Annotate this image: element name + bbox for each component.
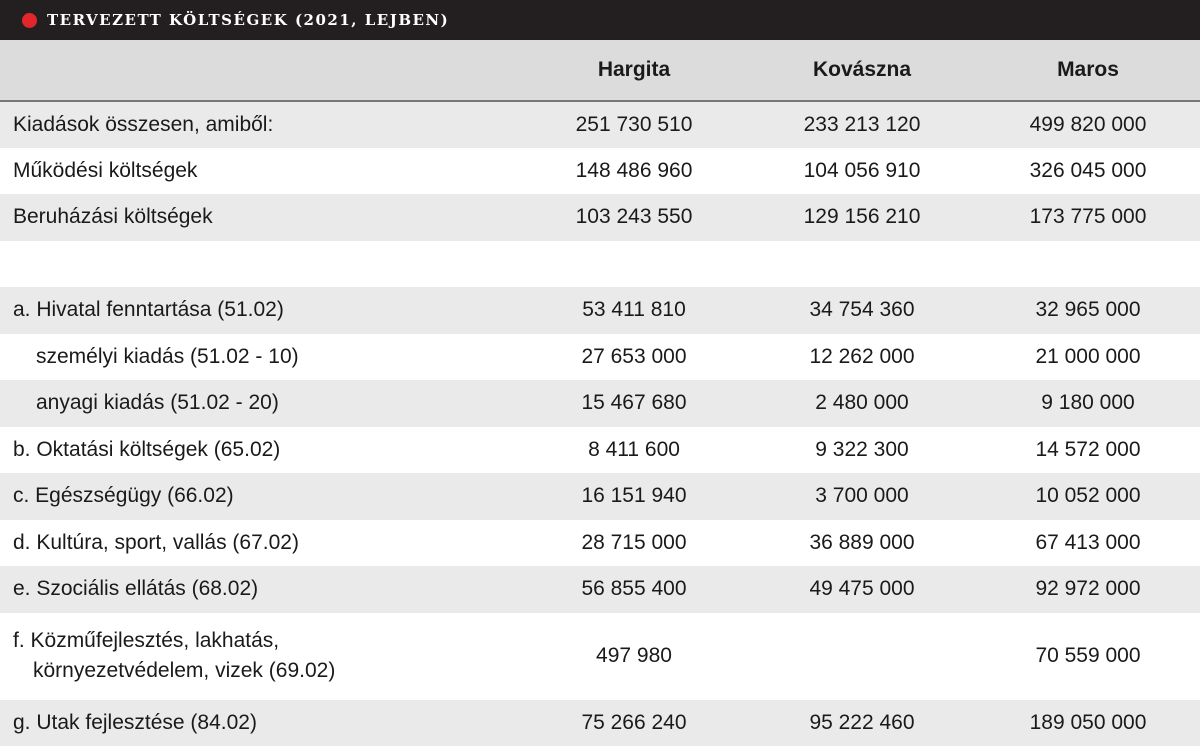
cell-value: 8 411 600 bbox=[520, 427, 748, 474]
table-row bbox=[0, 473, 1200, 520]
cell-value: 497 980 bbox=[520, 613, 748, 700]
row-label bbox=[0, 613, 520, 700]
cell-value: 104 056 910 bbox=[748, 148, 976, 195]
cell-value: 10 052 000 bbox=[976, 473, 1200, 520]
cell-value: 9 322 300 bbox=[748, 427, 976, 474]
red-dot-icon bbox=[22, 13, 37, 28]
cell-value: 36 889 000 bbox=[748, 520, 976, 567]
table-row bbox=[0, 380, 1200, 427]
row-label: Kiadások összesen, amiből: bbox=[0, 101, 520, 148]
row-label: e. Szociális ellátás (68.02) bbox=[0, 566, 520, 613]
row-label: személyi kiadás (51.02 - 10) bbox=[0, 334, 520, 381]
cell-value: 53 411 810 bbox=[520, 287, 748, 334]
cell-value: 9 180 000 bbox=[976, 380, 1200, 427]
cell-value: 326 045 000 bbox=[976, 148, 1200, 195]
cell-value: 56 855 400 bbox=[520, 566, 748, 613]
cell-value: 75 266 240 bbox=[520, 700, 748, 746]
table-row bbox=[0, 427, 1200, 474]
table-row bbox=[0, 700, 1200, 746]
cell-value: 16 151 940 bbox=[520, 473, 748, 520]
table-row bbox=[0, 566, 1200, 613]
header-corner bbox=[0, 40, 520, 101]
row-label: g. Utak fejlesztése (84.02) bbox=[0, 700, 520, 746]
cell-value: 49 475 000 bbox=[748, 566, 976, 613]
row-label-line-2: környezetvédelem, vizek (69.02) bbox=[13, 656, 520, 686]
table-row bbox=[0, 287, 1200, 334]
cell-value: 67 413 000 bbox=[976, 520, 1200, 567]
cell-value: 12 262 000 bbox=[748, 334, 976, 381]
cost-table bbox=[0, 40, 1200, 746]
cell-value: 95 222 460 bbox=[748, 700, 976, 746]
cell-value: 233 213 120 bbox=[748, 101, 976, 148]
cell-value: 14 572 000 bbox=[976, 427, 1200, 474]
cell-value: 92 972 000 bbox=[976, 566, 1200, 613]
cell-value bbox=[976, 241, 1200, 288]
row-label: anyagi kiadás (51.02 - 20) bbox=[0, 380, 520, 427]
cell-value: 28 715 000 bbox=[520, 520, 748, 567]
spacer-row bbox=[0, 241, 1200, 288]
cell-value: 103 243 550 bbox=[520, 194, 748, 241]
cell-value: 2 480 000 bbox=[748, 380, 976, 427]
table-title: TERVEZETT KÖLTSÉGEK (2021, LEJBEN) bbox=[47, 11, 449, 29]
row-label: b. Oktatási költségek (65.02) bbox=[0, 427, 520, 474]
cell-value bbox=[520, 241, 748, 288]
row-label: a. Hivatal fenntartása (51.02) bbox=[0, 287, 520, 334]
cell-value: 34 754 360 bbox=[748, 287, 976, 334]
cell-value: 15 467 680 bbox=[520, 380, 748, 427]
row-label-line-1: f. Közműfejlesztés, lakhatás, bbox=[13, 629, 279, 652]
table-row bbox=[0, 101, 1200, 148]
row-label: d. Kultúra, sport, vallás (67.02) bbox=[0, 520, 520, 567]
header-row bbox=[0, 40, 1200, 101]
cell-value: 148 486 960 bbox=[520, 148, 748, 195]
cell-value: 173 775 000 bbox=[976, 194, 1200, 241]
cell-value: 129 156 210 bbox=[748, 194, 976, 241]
row-label bbox=[0, 241, 520, 288]
cell-value bbox=[748, 613, 976, 700]
title-bar bbox=[0, 0, 1200, 40]
cell-value: 32 965 000 bbox=[976, 287, 1200, 334]
cell-value bbox=[748, 241, 976, 288]
cell-value: 499 820 000 bbox=[976, 101, 1200, 148]
cell-value: 27 653 000 bbox=[520, 334, 748, 381]
table-row bbox=[0, 613, 1200, 700]
row-label: c. Egészségügy (66.02) bbox=[0, 473, 520, 520]
table-row bbox=[0, 148, 1200, 195]
table-row bbox=[0, 520, 1200, 567]
table-row bbox=[0, 334, 1200, 381]
cell-value: 70 559 000 bbox=[976, 613, 1200, 700]
column-header-kovaszna: Kovászna bbox=[748, 40, 976, 101]
cell-value: 3 700 000 bbox=[748, 473, 976, 520]
cell-value: 21 000 000 bbox=[976, 334, 1200, 381]
table-row bbox=[0, 194, 1200, 241]
cell-value: 251 730 510 bbox=[520, 101, 748, 148]
row-label: Beruházási költségek bbox=[0, 194, 520, 241]
column-header-maros: Maros bbox=[976, 40, 1200, 101]
row-label: Működési költségek bbox=[0, 148, 520, 195]
column-header-hargita: Hargita bbox=[520, 40, 748, 101]
cell-value: 189 050 000 bbox=[976, 700, 1200, 746]
